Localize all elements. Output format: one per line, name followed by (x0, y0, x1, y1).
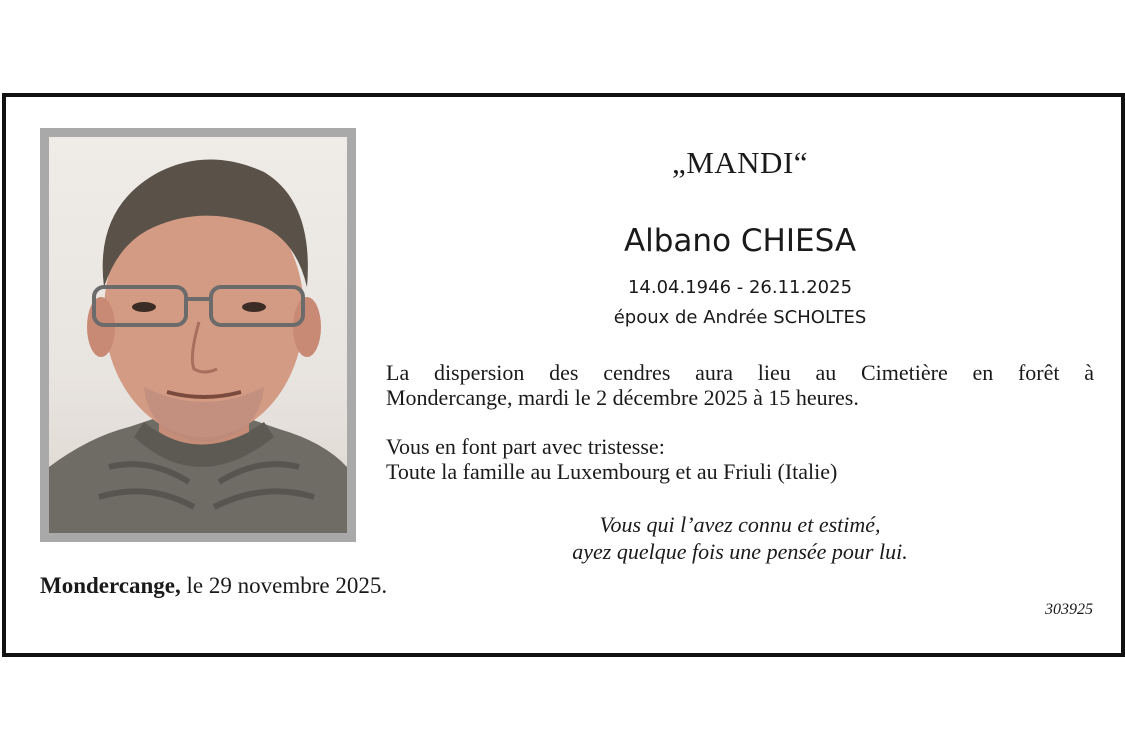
portrait-illustration (49, 137, 347, 533)
family-line: Vous en font part avec tristesse: (386, 434, 665, 459)
reference-number: 303925 (1045, 601, 1093, 618)
ceremony-line: Mondercange, mardi le 2 décembre 2025 à 15 heures. (386, 385, 859, 410)
memorial-quote (386, 511, 1094, 565)
spouse-line: époux de Andrée SCHOLTES (613, 307, 867, 328)
life-dates: 14.04.1946 - 26.11.2025 (627, 277, 853, 298)
family-paragraph (386, 434, 1094, 484)
quote-line: Vous qui l’avez connu et estimé, (599, 512, 881, 537)
motto: „MANDI“ (671, 145, 809, 180)
ceremony-line: La dispersion des cendres aura lieu au Cimetière en forêt à (386, 360, 1094, 385)
notice-date: le 29 novembre 2025. (180, 573, 388, 598)
obituary-notice (2, 93, 1125, 657)
place-and-date (40, 573, 387, 599)
ceremony-paragraph (386, 360, 1094, 410)
place: Mondercange, (40, 573, 181, 598)
portrait-photo (49, 137, 347, 533)
quote-line: ayez quelque fois une pensée pour lui. (572, 539, 908, 564)
deceased-name: Albano CHIESA (623, 223, 857, 259)
portrait-frame (40, 128, 356, 542)
family-line: Toute la famille au Luxembourg et au Friuli (Italie) (386, 459, 838, 484)
